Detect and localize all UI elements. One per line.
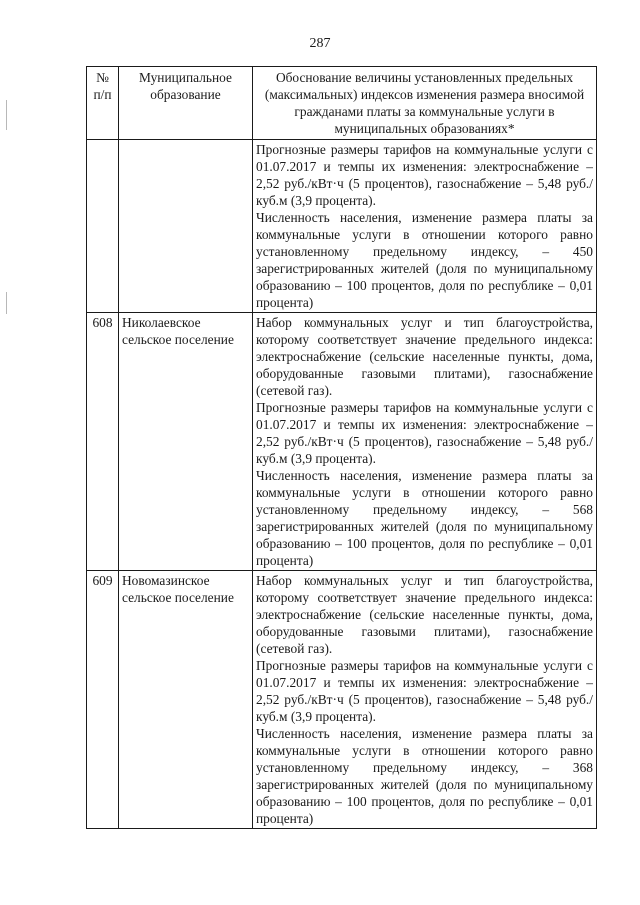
page-number: 287	[309, 36, 331, 51]
justification-cell	[253, 140, 597, 313]
justification-cell	[253, 571, 597, 829]
justification-paragraph: Численность населения, изменение размера платы за коммунальные услуги в отношении которого равно установленному предельному индексу, – 368 зарегистрированных жителей (доля по муниципальному образованию – 100 процентов, доля по республике – 0,01 процента)	[256, 726, 593, 826]
justification-paragraph: Численность населения, изменение размера платы за коммунальные услуги в отношении которого равно установленному предельному индексу, – 568 зарегистрированных жителей (доля по муниципальному образованию – 100 процентов, доля по республике – 0,01 процента)	[256, 468, 593, 568]
municipality-name: Новомазинское сельское поселение	[119, 571, 253, 829]
justification-paragraph: Набор коммунальных услуг и тип благоустройства, которому соответствует значение предельного индекса: электроснабжение (сельские населенные пункты, дома, оборудованные газовыми плитами), газоснабжение (сетевой газ).	[256, 573, 593, 656]
row-number	[87, 140, 119, 313]
row-number: 609	[87, 571, 119, 829]
tariff-index-table	[86, 66, 597, 829]
header-num: № п/п	[87, 67, 119, 140]
scan-margin-mark	[6, 100, 7, 130]
header-justification: Обоснование величины установленных предельных (максимальных) индексов изменения размера вносимой гражданами платы за коммунальные услуги в муниципальных образованиях*	[253, 67, 597, 140]
justification-paragraph: Прогнозные размеры тарифов на коммунальные услуги с 01.07.2017 и темпы их изменения: электроснабжение – 2,52 руб./кВт·ч (5 процентов), газоснабжение – 5,48 руб./куб.м (3,9 процента).	[256, 142, 593, 208]
table-body	[87, 140, 597, 829]
row-number: 608	[87, 313, 119, 571]
scan-margin-mark	[6, 292, 7, 314]
justification-paragraph: Набор коммунальных услуг и тип благоустройства, которому соответствует значение предельного индекса: электроснабжение (сельские населенные пункты, дома, оборудованные газовыми плитами), газоснабжение (сетевой газ).	[256, 315, 593, 398]
table-row	[87, 140, 597, 313]
municipality-name: Николаевское сельское поселение	[119, 313, 253, 571]
header-municipality: Муниципальное образование	[119, 67, 253, 140]
justification-paragraph: Прогнозные размеры тарифов на коммунальные услуги с 01.07.2017 и темпы их изменения: электроснабжение – 2,52 руб./кВт·ч (5 процентов), газоснабжение – 5,48 руб./куб.м (3,9 процента).	[256, 658, 593, 724]
table-row	[87, 571, 597, 829]
justification-paragraph: Численность населения, изменение размера платы за коммунальные услуги в отношении которого равно установленному предельному индексу, – 450 зарегистрированных жителей (доля по муниципальному образованию – 100 процентов, доля по республике – 0,01 процента)	[256, 210, 593, 310]
table-header-row	[87, 67, 597, 140]
justification-paragraph: Прогнозные размеры тарифов на коммунальные услуги с 01.07.2017 и темпы их изменения: электроснабжение – 2,52 руб./кВт·ч (5 процентов), газоснабжение – 5,48 руб./куб.м (3,9 процента).	[256, 400, 593, 466]
table-row	[87, 313, 597, 571]
municipality-name	[119, 140, 253, 313]
justification-cell	[253, 313, 597, 571]
